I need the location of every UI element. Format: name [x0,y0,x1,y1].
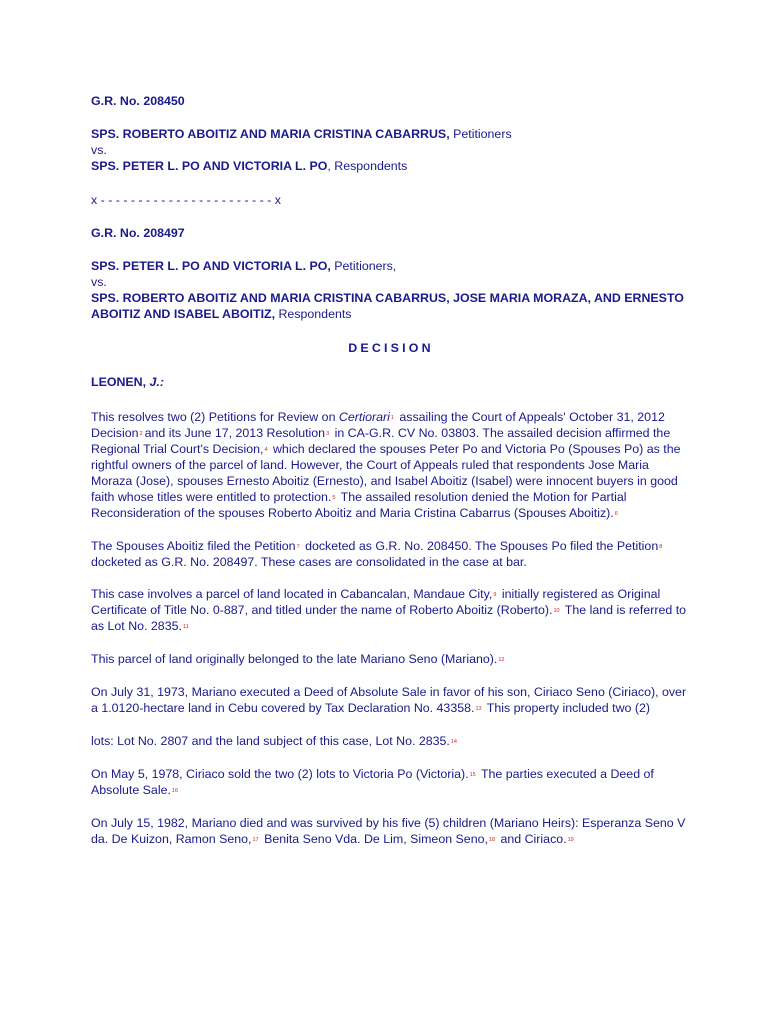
paragraph-3 [91,586,691,634]
paragraph-5 [91,684,691,716]
footnote-ref-14[interactable]: 14 [450,739,457,745]
paragraph-2-text-c: docketed as G.R. No. 208497. These cases are consolidated in the case at bar. [91,555,527,569]
footnote-ref-15[interactable]: 15 [469,772,476,778]
caption-2-petitioners-name: SPS. PETER L. PO AND VICTORIA L. PO, [91,259,331,273]
gr-number-208450: G.R. No. 208450 [91,94,185,108]
footnote-ref-13[interactable]: 13 [475,706,482,712]
caption-1-respondents [91,158,691,174]
paragraph-2-text-a: The Spouses Aboitiz filed the Petition [91,539,296,553]
footnote-ref-19[interactable]: 19 [567,837,574,843]
caption-1-petitioners-role: Petitioners [449,127,512,141]
ponente [91,374,691,390]
footnote-ref-5[interactable]: 5 [332,495,336,501]
paragraph-1-text-a: This resolves two (2) Petitions for Review on [91,410,339,424]
footnote-ref-2[interactable]: 2 [139,431,143,437]
footnote-ref-11[interactable]: 11 [182,624,189,630]
caption-1-petitioners [91,126,691,142]
paragraph-6-text-a: lots: Lot No. 2807 and the land subject of this case, Lot No. 2835. [91,734,450,748]
caption-1-vs: vs. [91,143,107,157]
caption-2-respondents [91,290,691,322]
case-separator: x - - - - - - - - - - - - - - - - - - - - - - - x [91,193,281,207]
paragraph-1-text-d: in CA-G.R. CV No. 03803. The assailed decision affirmed the Regional Trial Court's Decision, [91,426,671,456]
paragraph-7 [91,766,691,798]
decision-heading: DECISION [348,341,434,355]
paragraph-7-text-b: The parties executed a Deed of Absolute Sale. [91,767,654,797]
paragraph-5-text-b: This property included two (2) [483,701,650,715]
caption-2-vs: vs. [91,275,107,289]
paragraph-1-text-c: and its June 17, 2013 Resolution [144,426,326,440]
caption-2-respondents-role: Respondents [275,307,352,321]
footnote-ref-17[interactable]: 17 [252,837,259,843]
paragraph-8-text-b: Benita Seno Vda. De Lim, Simeon Seno, [260,832,488,846]
paragraph-3-text-c: The land is referred to as Lot No. 2835. [91,603,687,633]
footnote-ref-12[interactable]: 12 [498,657,505,663]
paragraph-3-text-b: initially registered as Original Certificate of Title No. 0-887, and titled under the name of Roberto Aboitiz (Roberto). [91,587,661,617]
paragraph-8-text-a: On July 15, 1982, Mariano died and was survived by his five (5) children (Mariano Heirs): Esperanza Seno V da. De Kuizon, Ramon Seno, [91,816,686,846]
case-caption-1 [91,126,691,174]
ponente-suffix: J.: [149,375,164,389]
caption-2-petitioners [91,258,691,274]
decision-document [91,93,691,847]
paragraph-4-text-a: This parcel of land originally belonged to the late Mariano Seno (Mariano). [91,652,498,666]
gr-number-208497: G.R. No. 208497 [91,226,185,240]
paragraph-4 [91,651,691,667]
paragraph-3-text-a: This case involves a parcel of land located in Cabancalan, Mandaue City, [91,587,493,601]
footnote-ref-16[interactable]: 16 [171,788,179,794]
case-caption-2 [91,258,691,322]
footnote-ref-7[interactable]: 7 [296,544,300,550]
paragraph-1-text-b: assailing the Court of Appeals' October 31, 2012 Decision [91,410,665,440]
footnote-ref-3[interactable]: 3 [326,431,330,437]
footnote-ref-4[interactable]: 4 [264,447,268,453]
paragraph-1 [91,409,691,521]
paragraph-6 [91,733,691,749]
ponente-name: LEONEN, [91,375,150,389]
caption-1-respondents-name: SPS. PETER L. PO AND VICTORIA L. PO [91,159,328,173]
paragraph-1-text-e: which declared the spouses Peter Po and Victoria Po (Spouses Po) as the rightful owners of the parcel of land. However, the Court of Appeals ruled that respondents Jose Maria Moraza (Jose), spouses Ernesto Aboitiz (Ernesto), and Isabel Aboitiz (Isabel) were innocent buyers in good faith whose titles were entitled to protection. [91,442,681,504]
footnote-ref-18[interactable]: 18 [488,837,496,843]
paragraph-8-text-c: and Ciriaco. [497,832,567,846]
footnote-ref-6[interactable]: 6 [614,511,618,517]
paragraph-8 [91,815,691,847]
caption-2-petitioners-role: Petitioners, [330,259,397,273]
certiorari-term: Certiorari [338,410,390,424]
paragraph-2 [91,538,691,570]
paragraph-2-text-b: docketed as G.R. No. 208450. The Spouses Po filed the Petition [301,539,659,553]
paragraph-1-text-f: The assailed resolution denied the Motion for Partial Reconsideration of the spouses Roberto Aboitiz and Maria Cristina Cabarrus (Spouses Aboitiz). [91,490,627,520]
caption-1-petitioners-name: SPS. ROBERTO ABOITIZ AND MARIA CRISTINA CABARRUS, [91,127,450,141]
caption-1-respondents-role: , Respondents [327,159,408,173]
paragraph-7-text-a: On May 5, 1978, Ciriaco sold the two (2) lots to Victoria Po (Victoria). [91,767,469,781]
footnote-ref-8[interactable]: 8 [659,544,663,550]
paragraph-5-text-a: On July 31, 1973, Mariano executed a Deed of Absolute Sale in favor of his son, Ciriaco Seno (Ciriaco), over a 1.0120-hectare land in Cebu covered by Tax Declaration No. 43358. [91,685,687,715]
caption-2-respondents-name: SPS. ROBERTO ABOITIZ AND MARIA CRISTINA CABARRUS, JOSE MARIA MORAZA, AND ERNESTO ABOITIZ AND ISABEL ABOITIZ, [91,291,684,321]
footnote-ref-10[interactable]: 10 [553,608,560,614]
footnote-ref-9[interactable]: 9 [493,592,497,598]
footnote-ref-1[interactable]: 1 [390,415,394,421]
